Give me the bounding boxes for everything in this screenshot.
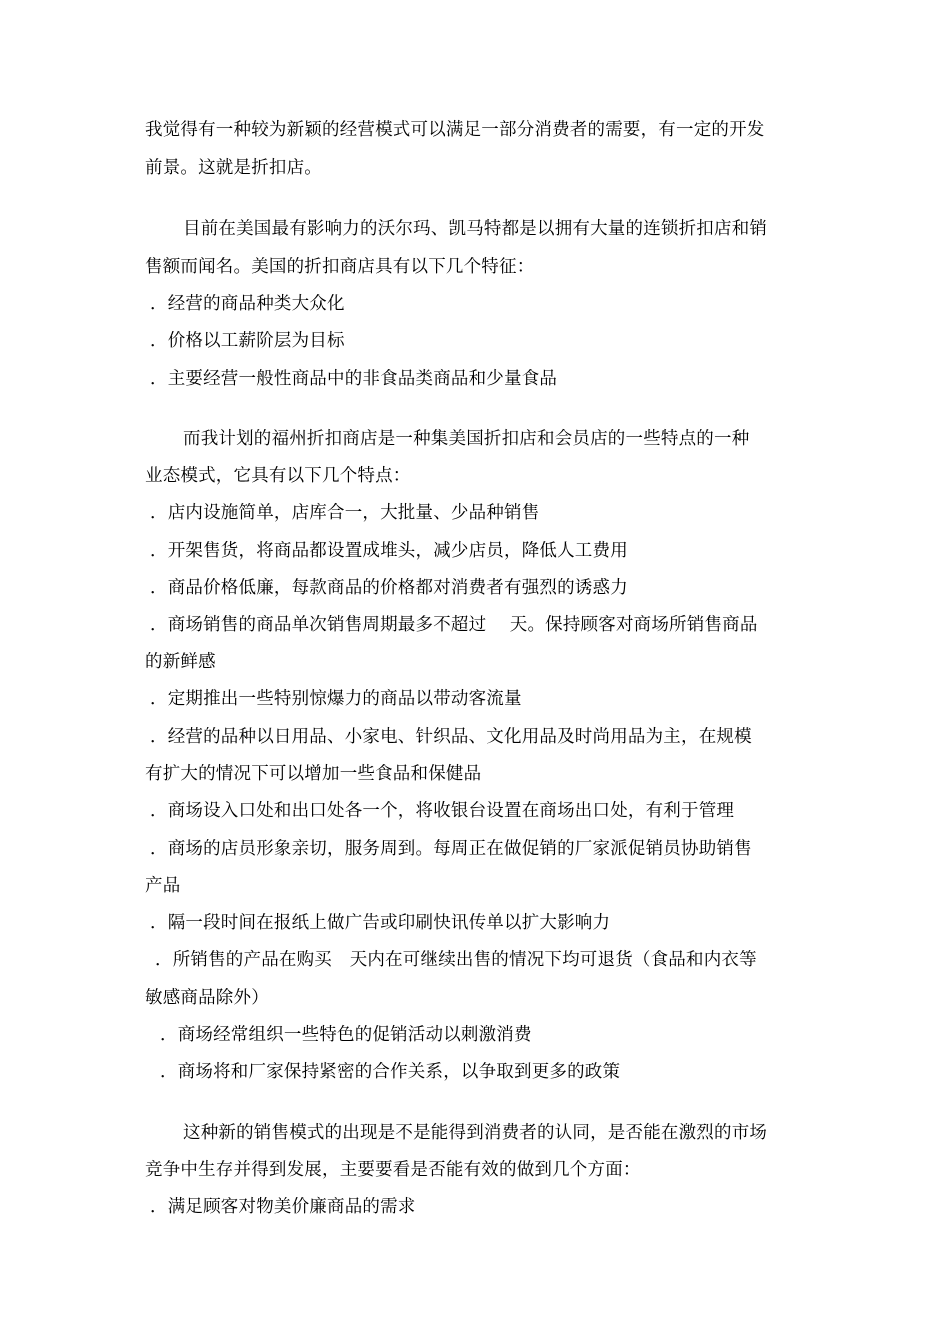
fuzhou-feature-item: ．隔一段时间在报纸上做广告或印刷快讯传单以扩大影响力 bbox=[150, 913, 611, 933]
paragraph-us-line-2: 售额而闻名。美国的折扣商店具有以下几个特征： bbox=[145, 257, 535, 277]
fuzhou-feature-item: ．商品价格低廉，每款商品的价格都对消费者有强烈的诱惑力 bbox=[150, 578, 628, 598]
paragraph-requirements-line-2: 竞争中生存并得到发展，主要要看是否能有效的做到几个方面： bbox=[145, 1160, 641, 1180]
fuzhou-feature-item: ．所销售的产品在购买 天内在可继续出售的情况下均可退货（食品和内衣等 bbox=[155, 950, 757, 970]
paragraph-us-line-1: 目前在美国最有影响力的沃尔玛、凯马特都是以拥有大量的连锁折扣店和销 bbox=[183, 219, 768, 239]
paragraph-intro-line-2: 前景。这就是折扣店。 bbox=[145, 158, 322, 178]
fuzhou-feature-item-continued: 敏感商品除外） bbox=[145, 988, 269, 1008]
fuzhou-feature-item-continued: 产品 bbox=[145, 876, 181, 896]
paragraph-intro-line-1: 我觉得有一种较为新颖的经营模式可以满足一部分消费者的需要，有一定的开发 bbox=[145, 120, 765, 140]
fuzhou-feature-item: ．开架售货，将商品都设置成堆头，减少店员，降低人工费用 bbox=[150, 541, 628, 561]
fuzhou-feature-item: ．商场将和厂家保持紧密的合作关系，以争取到更多的政策 bbox=[160, 1062, 621, 1082]
fuzhou-feature-item: ．商场销售的商品单次销售周期最多不超过 天。保持顾客对商场所销售商品 bbox=[150, 615, 758, 635]
paragraph-requirements-line-1: 这种新的销售模式的出现是不是能得到消费者的认同，是否能在激烈的市场 bbox=[183, 1123, 768, 1143]
us-feature-item: ．价格以工薪阶层为目标 bbox=[150, 331, 345, 351]
fuzhou-feature-item: ．定期推出一些特别惊爆力的商品以带动客流量 bbox=[150, 689, 522, 709]
fuzhou-feature-item: ．商场的店员形象亲切，服务周到。每周正在做促销的厂家派促销员协助销售 bbox=[150, 839, 752, 859]
requirement-item: ．满足顾客对物美价廉商品的需求 bbox=[150, 1197, 416, 1217]
fuzhou-feature-item: ．商场经常组织一些特色的促销活动以刺激消费 bbox=[160, 1025, 532, 1045]
fuzhou-feature-item-continued: 有扩大的情况下可以增加一些食品和保健品 bbox=[145, 764, 482, 784]
fuzhou-feature-item: ．经营的品种以日用品、小家电、针织品、文化用品及时尚用品为主，在规模 bbox=[150, 727, 752, 747]
fuzhou-feature-item: ．商场设入口处和出口处各一个，将收银台设置在商场出口处，有利于管理 bbox=[150, 801, 735, 821]
us-feature-item: ．经营的商品种类大众化 bbox=[150, 294, 345, 314]
fuzhou-feature-item-continued: 的新鲜感 bbox=[145, 652, 216, 672]
paragraph-fuzhou-line-1: 而我计划的福州折扣商店是一种集美国折扣店和会员店的一些特点的一种 bbox=[183, 429, 750, 449]
us-feature-item: ．主要经营一般性商品中的非食品类商品和少量食品 bbox=[150, 369, 558, 389]
paragraph-fuzhou-line-2: 业态模式，它具有以下几个特点： bbox=[145, 466, 411, 486]
fuzhou-feature-item: ．店内设施简单，店库合一，大批量、少品种销售 bbox=[150, 503, 540, 523]
